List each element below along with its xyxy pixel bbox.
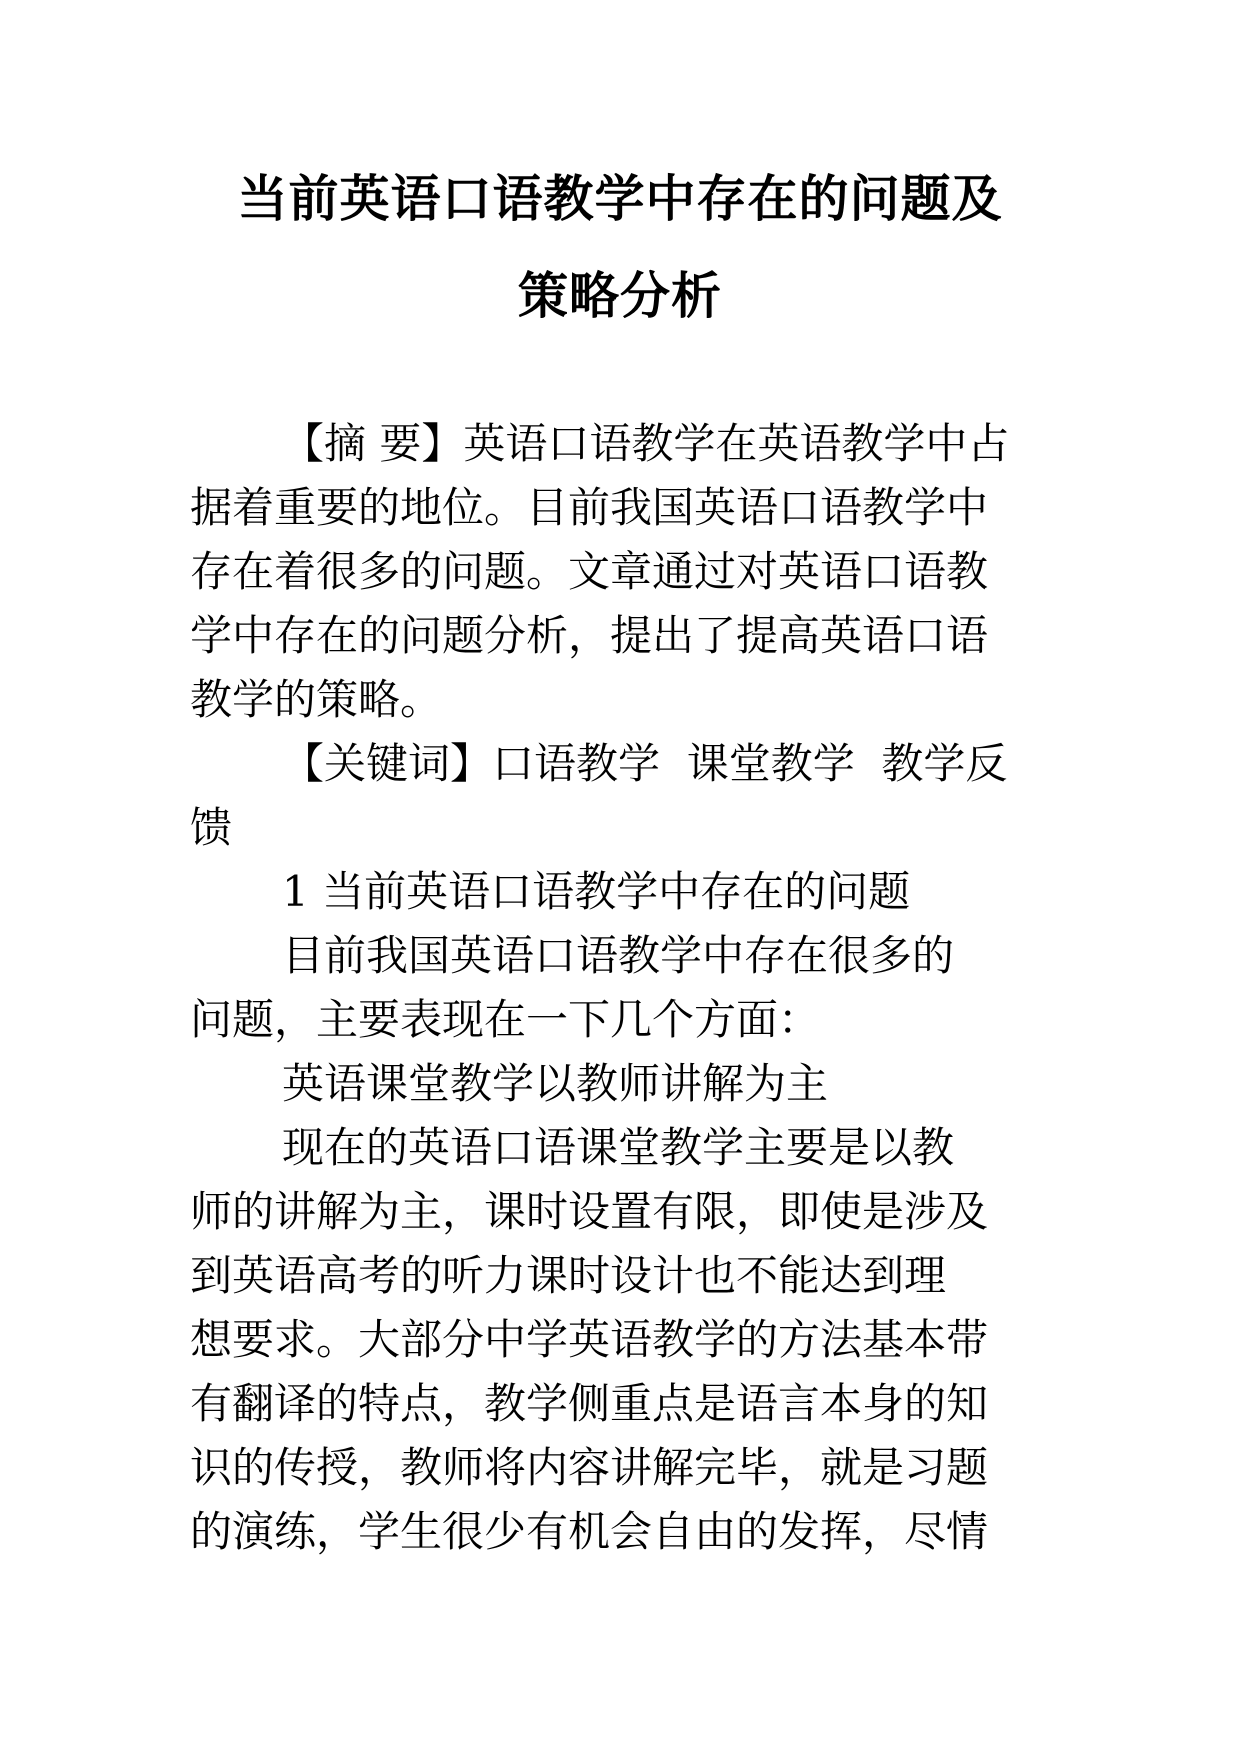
section-1-heading: [190, 860, 1060, 924]
abstract-line: 英语口语教学在英语教学中占: [463, 419, 1010, 468]
paragraph-line: 到英语高考的听力课时设计也不能达到理: [190, 1251, 947, 1300]
keywords-line: 馈: [190, 803, 233, 852]
paragraph-line: 识的传授，教师将内容讲解完毕，就是习题: [190, 1443, 989, 1492]
paragraph-line: 的演练，学生很少有机会自由的发挥，尽情: [190, 1507, 989, 1556]
abstract-line: 教学的策略。: [190, 675, 443, 724]
section-1-intro: [190, 924, 1060, 1052]
abstract-line: 据着重要的地位。目前我国英语口语教学中: [190, 483, 989, 532]
body-paragraph: [190, 1116, 1060, 1564]
section-heading-text: 1 当前英语口语教学中存在的问题: [282, 867, 911, 916]
abstract-label: 【摘 要】: [282, 419, 464, 468]
abstract-paragraph: [190, 412, 1060, 732]
document-title-line-1: 当前英语口语教学中存在的问题及: [237, 170, 1003, 228]
keywords-line: 口语教学 课堂教学 教学反: [492, 739, 1008, 788]
keywords-label: 【关键词】: [282, 739, 493, 788]
paragraph-line: 有翻译的特点，教学侧重点是语言本身的知: [190, 1379, 989, 1428]
paragraph-line: 师的讲解为主，课时设置有限，即使是涉及: [190, 1187, 989, 1236]
intro-line: 问题，主要表现在一下几个方面：: [190, 995, 821, 1044]
intro-line: 目前我国英语口语教学中存在很多的: [282, 931, 955, 980]
abstract-line: 存在着很多的问题。文章通过对英语口语教: [190, 547, 989, 596]
abstract-line: 学中存在的问题分析，提出了提高英语口语: [190, 611, 989, 660]
document-body: [190, 412, 1060, 1564]
paragraph-line: 想要求。大部分中学英语教学的方法基本带: [190, 1315, 989, 1364]
subheading: [190, 1052, 1060, 1116]
document-title-line-2: 策略分析: [518, 267, 722, 325]
subheading-text: 英语课堂教学以教师讲解为主: [282, 1059, 829, 1108]
paragraph-line: 现在的英语口语课堂教学主要是以教: [282, 1123, 955, 1172]
keywords-paragraph: [190, 732, 1060, 860]
